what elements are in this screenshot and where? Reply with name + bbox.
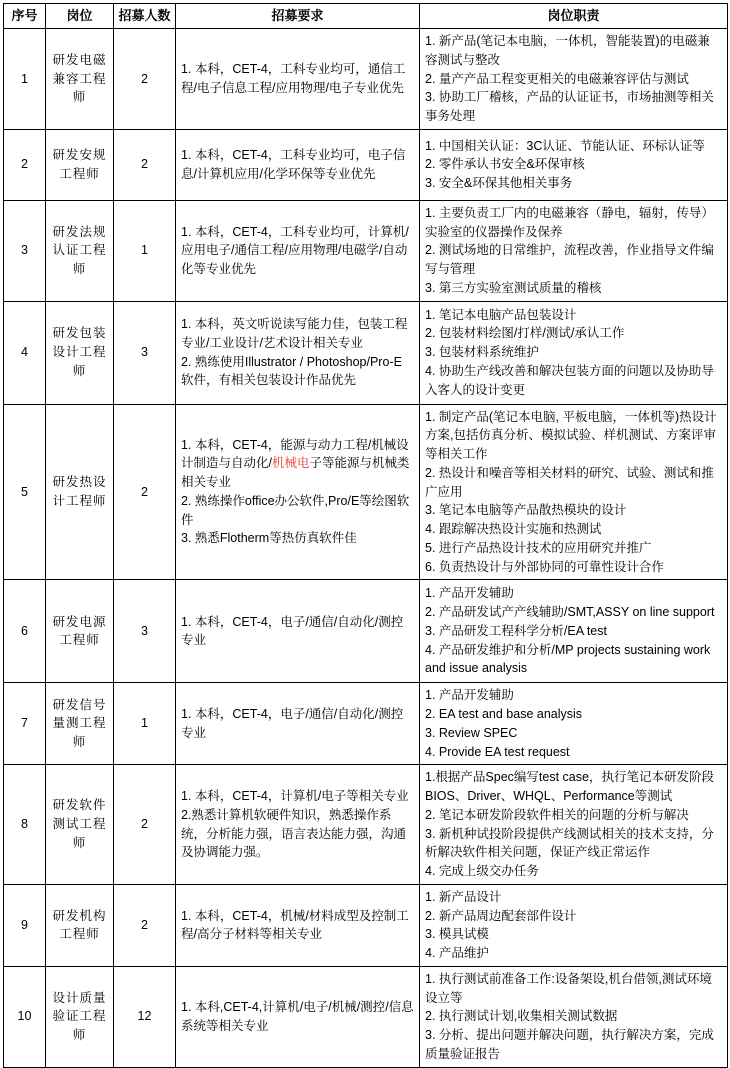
cell-duties bbox=[420, 765, 728, 885]
list-line: 2.熟悉计算机软硬件知识，熟悉操作系统，分析能力强，语言表达能力强，沟通及协调能力强。 bbox=[181, 807, 407, 860]
cell-duties bbox=[420, 301, 728, 404]
cell-requirements bbox=[176, 301, 420, 404]
list-line: 3. 协助工厂稽核，产品的认证证书，市场抽测等相关事务处理 bbox=[425, 90, 714, 123]
cell-requirements bbox=[176, 966, 420, 1067]
list-line: 6. 负责热设计与外部协同的可靠性设计合作 bbox=[425, 559, 664, 574]
list-line: 2. 熟练操作office办公软件,Pro/E等绘图软件 bbox=[181, 493, 410, 527]
cell-headcount: 2 bbox=[114, 765, 176, 885]
cell-requirements bbox=[176, 404, 420, 580]
cell-duties bbox=[420, 966, 728, 1067]
table-row bbox=[4, 765, 728, 885]
cell-headcount: 2 bbox=[114, 884, 176, 966]
list-line: 1. 本科，CET-4，计算机/电子等相关专业 bbox=[181, 789, 409, 803]
list-line: 2. 包装材料绘图/打样/测试/承认工作 bbox=[425, 326, 625, 341]
table-row bbox=[4, 404, 728, 580]
cell-position-title: 设计质量验证工程师 bbox=[46, 966, 114, 1067]
cell-row-number: 5 bbox=[4, 404, 46, 580]
cell-duties bbox=[420, 683, 728, 765]
list-line: 2. 零件承认书安全&环保审核 bbox=[425, 157, 585, 172]
cell-requirements bbox=[176, 29, 420, 130]
cell-position-title: 研发电磁兼容工程师 bbox=[46, 29, 114, 130]
list-line: 2. 测试场地的日常维护，流程改善，作业指导文件编写与管理 bbox=[425, 243, 714, 276]
list-line: 1. 新产品设计 bbox=[425, 889, 502, 904]
list-line: 4. 完成上级交办任务 bbox=[425, 864, 539, 878]
cell-duties bbox=[420, 884, 728, 966]
list-line: 2. 笔记本研发阶段软件相关的问题的分析与解决 bbox=[425, 807, 689, 822]
column-header-requirements: 招募要求 bbox=[176, 4, 420, 29]
list-line: 1.根据产品Spec编写test case，执行笔记本研发阶段BIOS、Driver、WHQL、Performance等测试 bbox=[425, 770, 714, 803]
list-line: 5. 进行产品热设计技术的应用研究并推广 bbox=[425, 540, 652, 555]
cell-headcount: 3 bbox=[114, 301, 176, 404]
list-line: 1. 本科，CET-4，能源与动力工程/机械设计制造与自动化/机械电子等能源与机械类相关专业 bbox=[181, 437, 410, 490]
cell-requirements bbox=[176, 765, 420, 885]
cell-requirements bbox=[176, 580, 420, 683]
column-header-number: 序号 bbox=[4, 4, 46, 29]
cell-headcount: 2 bbox=[114, 404, 176, 580]
cell-requirements bbox=[176, 200, 420, 301]
table-row bbox=[4, 129, 728, 200]
list-line: 2. 新产品周边配套部件设计 bbox=[425, 908, 577, 923]
list-line: 2. 执行测试计划,收集相关测试数据 bbox=[425, 1009, 618, 1024]
cell-row-number: 2 bbox=[4, 129, 46, 200]
cell-headcount: 1 bbox=[114, 200, 176, 301]
cell-row-number: 8 bbox=[4, 765, 46, 885]
list-line: 2. EA test and base analysis bbox=[425, 707, 583, 721]
cell-duties bbox=[420, 200, 728, 301]
list-line: 3. 产品研发工程科学分析/EA test bbox=[425, 623, 607, 638]
list-line: 2. 热设计和噪音等相关材料的研究、试验、测试和推广应用 bbox=[425, 465, 714, 499]
list-line: 2. 量产产品工程变更相关的电磁兼容评估与测试 bbox=[425, 71, 689, 86]
list-line: 1. 产品开发辅助 bbox=[425, 688, 514, 703]
list-line: 4. 协助生产线改善和解决包装方面的问题以及协助导入客人的设计变更 bbox=[425, 363, 714, 397]
table-row bbox=[4, 29, 728, 130]
list-line: 3. 包装材料系统维护 bbox=[425, 345, 539, 360]
column-header-duties: 岗位职责 bbox=[420, 4, 728, 29]
list-line: 4. Provide EA test request bbox=[425, 744, 570, 759]
cell-position-title: 研发软件测试工程师 bbox=[46, 765, 114, 885]
cell-requirements bbox=[176, 683, 420, 765]
list-line: 1. 本科，CET-4，工科专业均可，计算机/应用电子/通信工程/应用物理/电磁学/自动化等专业优先 bbox=[181, 224, 409, 276]
cell-position-title: 研发机构工程师 bbox=[46, 884, 114, 966]
list-line: 3. 第三方实验室测试质量的稽核 bbox=[425, 280, 602, 295]
table-row bbox=[4, 200, 728, 301]
cell-position-title: 研发电源工程师 bbox=[46, 580, 114, 683]
table-body bbox=[4, 29, 728, 1068]
cell-duties bbox=[420, 404, 728, 580]
list-line: 2. 熟练使用Illustrator / Photoshop/Pro-E软件，有相关包装设计作品优先 bbox=[181, 354, 402, 388]
list-line: 1. 本科，CET-4，电子/通信/自动化/测控专业 bbox=[181, 707, 404, 740]
list-line: 3. Review SPEC bbox=[425, 725, 518, 740]
list-line: 3. 安全&环保其他相关事务 bbox=[425, 176, 573, 191]
cell-headcount: 2 bbox=[114, 129, 176, 200]
cell-position-title: 研发法规认证工程师 bbox=[46, 200, 114, 301]
list-line: 4. 产品维护 bbox=[425, 946, 489, 960]
column-header-position: 岗位 bbox=[46, 4, 114, 29]
list-line: 3. 笔记本电脑等产品散热模块的设计 bbox=[425, 503, 627, 518]
cell-duties bbox=[420, 580, 728, 683]
list-line: 4. 产品研发维护和分析/MP projects sustaining work and issue analysis bbox=[425, 642, 711, 676]
job-postings-table bbox=[3, 3, 728, 1068]
list-line: 3. 新机种试投阶段提供产线测试相关的技术支持，分析解决软件相关问题，保证产线正常运作 bbox=[425, 826, 714, 860]
list-line: 1. 主要负责工厂内的电磁兼容（静电，辐射，传导）实验室的仪器操作及保养 bbox=[425, 205, 714, 239]
cell-position-title: 研发信号量测工程师 bbox=[46, 683, 114, 765]
cell-requirements bbox=[176, 884, 420, 966]
list-line: 1. 本科，CET-4，电子/通信/自动化/测控专业 bbox=[181, 614, 404, 648]
table-row bbox=[4, 683, 728, 765]
table-header bbox=[4, 4, 728, 29]
cell-position-title: 研发热设计工程师 bbox=[46, 404, 114, 580]
header-row bbox=[4, 4, 728, 29]
table-row bbox=[4, 966, 728, 1067]
table-row bbox=[4, 301, 728, 404]
list-line: 1. 执行测试前准备工作:设备架设,机台借领,测试环境设立等 bbox=[425, 971, 712, 1005]
list-line: 4. 跟踪解决热设计实施和热测试 bbox=[425, 522, 602, 536]
cell-row-number: 1 bbox=[4, 29, 46, 130]
cell-row-number: 4 bbox=[4, 301, 46, 404]
list-line: 3. 熟悉Flotherm等热仿真软件佳 bbox=[181, 531, 357, 546]
cell-row-number: 3 bbox=[4, 200, 46, 301]
cell-headcount: 1 bbox=[114, 683, 176, 765]
list-line: 1. 本科，CET-4，机械/材料成型及控制工程/高分子材料等相关专业 bbox=[181, 908, 409, 942]
cell-position-title: 研发安规工程师 bbox=[46, 129, 114, 200]
list-line: 1. 中国相关认证：3C认证、节能认证、环标认证等 bbox=[425, 138, 705, 153]
highlighted-text: 机械电 bbox=[271, 456, 310, 471]
cell-headcount: 2 bbox=[114, 29, 176, 130]
list-line: 1. 产品开发辅助 bbox=[425, 586, 514, 601]
cell-requirements bbox=[176, 129, 420, 200]
cell-duties bbox=[420, 129, 728, 200]
list-line: 1. 本科，英文听说读写能力佳，包装工程专业/工业设计/艺术设计相关专业 bbox=[181, 317, 408, 350]
cell-headcount: 12 bbox=[114, 966, 176, 1067]
list-line: 1. 制定产品(笔记本电脑, 平板电脑，一体机等)热设计方案,包括仿真分析、模拟试验、样机测试、方案评审等相关工作 bbox=[425, 409, 717, 461]
list-line: 3. 分析、提出问题并解决问题，执行解决方案，完成质量验证报告 bbox=[425, 1028, 714, 1061]
list-line: 1. 本科，CET-4，工科专业均可，通信工程/电子信息工程/应用物理/电子专业优先 bbox=[181, 62, 406, 95]
list-line: 3. 模具试模 bbox=[425, 927, 489, 942]
column-header-headcount: 招募人数 bbox=[114, 4, 176, 29]
list-line: 1. 本科，CET-4，工科专业均可，电子信息/计算机应用/化学环保等专业优先 bbox=[181, 148, 406, 181]
cell-headcount: 3 bbox=[114, 580, 176, 683]
cell-row-number: 9 bbox=[4, 884, 46, 966]
list-line: 1. 新产品(笔记本电脑，一体机，智能装置)的电磁兼容测试与整改 bbox=[425, 34, 710, 67]
list-line: 1. 笔记本电脑产品包装设计 bbox=[425, 307, 577, 322]
cell-row-number: 6 bbox=[4, 580, 46, 683]
cell-position-title: 研发包装设计工程师 bbox=[46, 301, 114, 404]
cell-row-number: 10 bbox=[4, 966, 46, 1067]
cell-row-number: 7 bbox=[4, 683, 46, 765]
list-line: 1. 本科,CET-4,计算机/电子/机械/测控/信息系统等相关专业 bbox=[181, 999, 414, 1033]
cell-duties bbox=[420, 29, 728, 130]
table-row bbox=[4, 580, 728, 683]
list-line: 2. 产品研发试产产线辅助/SMT,ASSY on line support bbox=[425, 605, 715, 620]
table-row bbox=[4, 884, 728, 966]
